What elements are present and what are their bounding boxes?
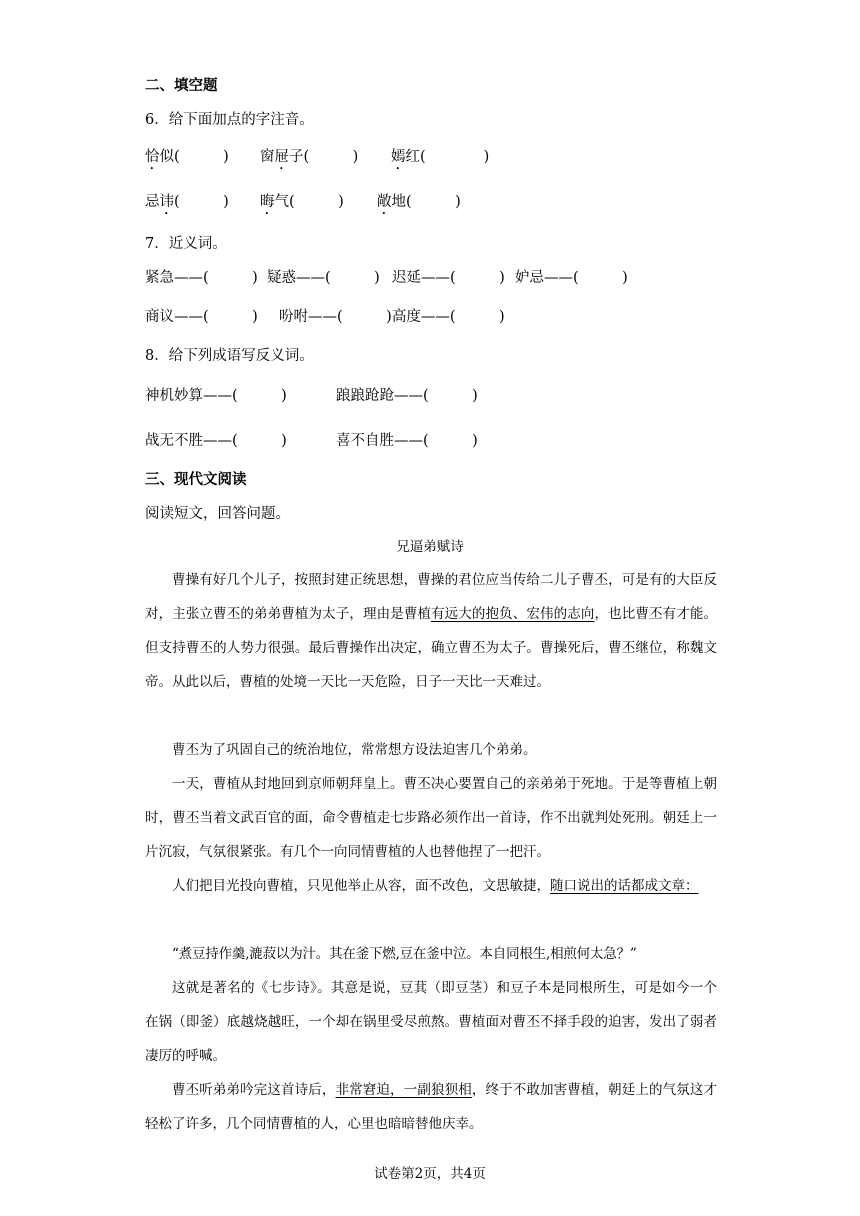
- passage-title: 兄逼弟赋诗: [396, 539, 464, 555]
- q7-item-5: 商议——( ): [145, 309, 258, 325]
- question-6-prompt: 6．给下面加点的字注音。: [145, 112, 314, 128]
- q8-item-2: 踉踉跄跄——( ): [336, 388, 478, 404]
- poem-quote: “煮豆持作羹,漉菽以为汁。其在釜下燃,豆在釜中泣。本自同根生,相煎何太急？”: [172, 946, 637, 962]
- q7-item-3: 迟延——( ): [392, 270, 505, 286]
- passage-paragraph-5: 这就是著名的《七步诗》。其意是说，豆萁（即豆茎）和豆子本是同根所生，可是如今一个在锅（即釜）底越烧越旺，一个却在锅里受尽煎熬。曹植面对曹丕不择手段的迫害，发出了弱者凄厉的呼喊。: [145, 980, 717, 1064]
- passage-paragraph-6: 曹丕听弟弟吟完这首诗后，非常窘迫，一副狼狈相，终于不敢加害曹植，朝廷上的气氛这才轻松了许多，几个同情曹植的人，心里也暗暗替他庆幸。: [145, 1082, 718, 1132]
- reading-instruction: 阅读短文，回答问题。: [145, 506, 290, 522]
- q6-item-4: 忌讳( ): [145, 194, 229, 210]
- passage-paragraph-4: 人们把目光投向曹植，只见他举止从容，面不改色，文思敏捷，随口说出的话都成文章：: [172, 878, 699, 894]
- section-heading-reading: 三、现代文阅读: [145, 472, 247, 488]
- q8-item-1: 神机妙算——( ): [145, 388, 287, 404]
- q8-item-3: 战无不胜——( ): [145, 433, 287, 449]
- q7-item-6: 吩咐——( )高度——( ): [279, 309, 505, 325]
- passage-paragraph-2: 曹丕为了巩固自己的统治地位，常常想方设法迫害几个弟弟。: [172, 742, 537, 758]
- q8-item-4: 喜不自胜——( ): [336, 433, 478, 449]
- dotted-char: 恰: [145, 149, 160, 165]
- underlined-phrase: 有远大的抱负、宏伟的志向: [431, 606, 595, 622]
- section-heading-fill-in: 二、填空题: [145, 78, 218, 94]
- q6-item-1: 恰似( ): [145, 149, 229, 165]
- q7-item-1: 紧急——( ): [145, 270, 258, 286]
- question-7-prompt: 7．近义词。: [145, 236, 227, 252]
- q6-item-2: 窗屉子( ): [260, 149, 359, 165]
- q6-item-3: 嫣红( ): [391, 149, 490, 165]
- q6-item-5: 晦气( ): [260, 194, 344, 210]
- q7-item-4: 妒忌——( ): [515, 270, 628, 286]
- underlined-phrase: 随口说出的话都成文章：: [550, 878, 699, 894]
- page-footer: 试卷第2页，共4页: [374, 1166, 486, 1182]
- underlined-phrase: 非常窘迫，一副狼狈相: [335, 1082, 472, 1098]
- dotted-char: 敞: [377, 194, 392, 210]
- q6-item-6: 敞地( ): [377, 194, 461, 210]
- dotted-char: 嫣: [391, 149, 406, 165]
- dotted-char: 屉: [274, 149, 289, 165]
- passage-paragraph-3: 一天，曹植从封地回到京师朝拜皇上。曹丕决心要置自己的亲弟弟于死地。于是等曹植上朝时，曹丕当着文武百官的面，命令曹植走七步路必须作出一首诗，作不出就判处死刑。朝廷上一片沉寂，气氛很紧张。有几个一向同情曹植的人也替他捏了一把汗。: [145, 776, 717, 860]
- q7-item-2: 疑惑——( ): [267, 270, 380, 286]
- question-8-prompt: 8．给下列成语写反义词。: [145, 348, 314, 364]
- dotted-char: 讳: [159, 194, 174, 210]
- passage-paragraph-1: 曹操有好几个儿子，按照封建正统思想，曹操的君位应当传给二儿子曹丕，可是有的大臣反对，主张立曹丕的弟弟曹植为太子，理由是曹植有远大的抱负、宏伟的志向，也比曹丕有才能。但支持曹丕的人势力很强。最后曹操作出决定，确立曹丕为太子。曹操死后，曹丕继位，称魏文帝。从此以后，曹植的处境一天比一天危险，日子一天比一天难过。: [145, 572, 718, 690]
- dotted-char: 晦: [260, 194, 275, 210]
